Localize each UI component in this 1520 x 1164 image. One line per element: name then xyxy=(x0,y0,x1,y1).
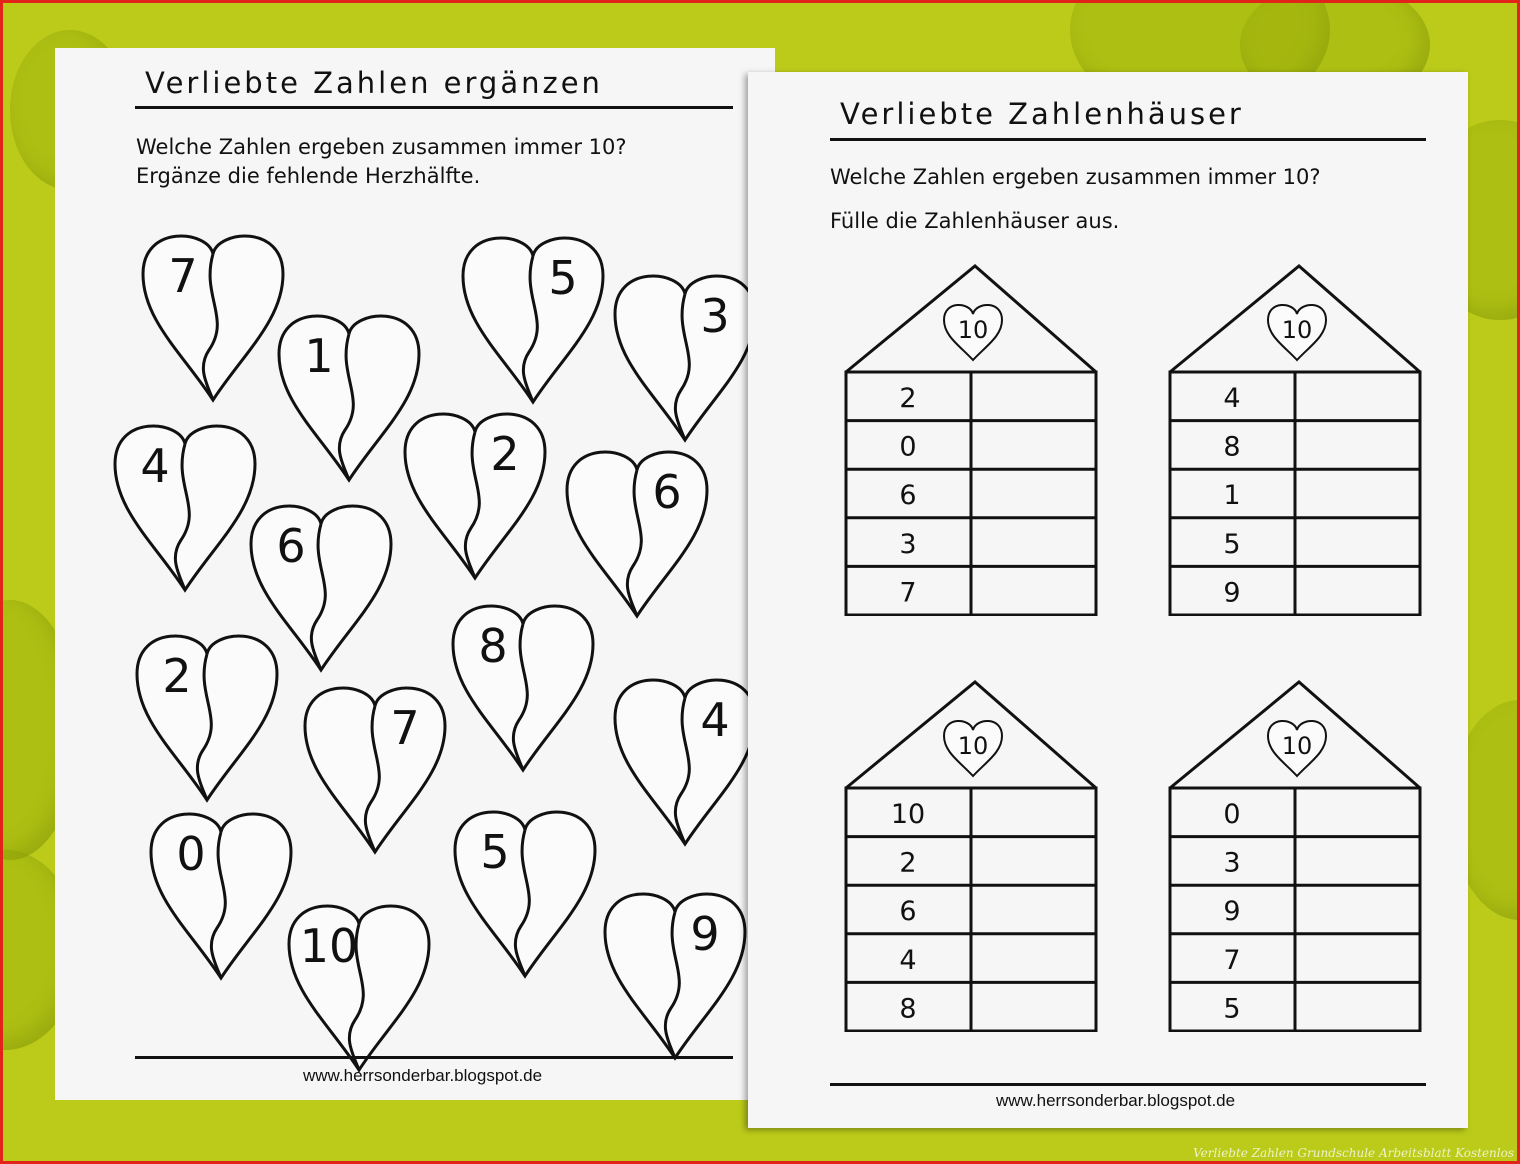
heart-outline xyxy=(463,238,603,402)
half-heart xyxy=(567,452,707,616)
half-heart xyxy=(463,238,603,402)
heart-number: 3 xyxy=(700,289,730,343)
half-heart xyxy=(615,680,755,844)
heart-number: 4 xyxy=(700,693,730,747)
half-heart xyxy=(615,276,755,440)
heart-number: 10 xyxy=(299,919,359,973)
footer-divider xyxy=(830,1083,1426,1086)
title-divider xyxy=(830,138,1426,141)
answer-cell-empty xyxy=(1297,936,1418,981)
answer-cell-empty xyxy=(973,423,1094,468)
house-cell-number: 8 xyxy=(1223,431,1241,463)
instruction-line-2: Ergänze die fehlende Herzhälfte. xyxy=(136,164,481,188)
half-heart xyxy=(151,814,291,978)
heart-outline xyxy=(615,276,755,440)
house-cell-number: 5 xyxy=(1223,528,1241,560)
half-heart xyxy=(305,688,445,852)
heart-outline xyxy=(279,316,419,480)
heart-number: 2 xyxy=(162,649,192,703)
house-cell-number: 7 xyxy=(1223,944,1241,976)
heart-outline xyxy=(615,680,755,844)
heart-number: 5 xyxy=(548,251,578,305)
heart-outline xyxy=(151,814,291,978)
answer-cell-empty xyxy=(1297,984,1418,1029)
half-heart xyxy=(143,236,283,400)
house-cell-number: 9 xyxy=(1223,577,1241,609)
heart-number: 0 xyxy=(176,827,206,881)
answer-cell-empty xyxy=(1297,374,1418,419)
roof-number: 10 xyxy=(957,316,989,344)
worksheet-hearts xyxy=(55,48,775,1100)
roof-number: 10 xyxy=(957,732,989,760)
answer-cell-empty xyxy=(973,936,1094,981)
instruction-line-1: Welche Zahlen ergeben zusammen immer 10? xyxy=(136,135,627,159)
footer-divider xyxy=(135,1056,733,1059)
heart-number: 9 xyxy=(690,907,720,961)
house-cell-number: 4 xyxy=(1223,383,1241,414)
half-heart xyxy=(605,894,745,1058)
half-heart xyxy=(251,506,391,670)
number-house xyxy=(1168,264,1422,616)
house-cell-number: 1 xyxy=(1223,480,1241,512)
house-cell-number: 0 xyxy=(899,431,917,463)
house-cell-number: 6 xyxy=(899,896,917,928)
heart-number: 4 xyxy=(140,439,170,493)
house-cell-number: 4 xyxy=(899,944,917,976)
worksheet-number-houses xyxy=(748,72,1468,1128)
house-cell-number: 2 xyxy=(899,383,917,414)
answer-cell-empty xyxy=(1297,520,1418,565)
house-cell-number: 5 xyxy=(1223,993,1241,1025)
half-heart xyxy=(137,636,277,800)
heart-number: 6 xyxy=(276,519,306,573)
heart-outline xyxy=(567,452,707,616)
instruction-line-1: Welche Zahlen ergeben zusammen immer 10? xyxy=(830,165,1321,189)
number-house xyxy=(844,264,1098,616)
answer-cell-empty xyxy=(1297,568,1418,613)
heart-number: 8 xyxy=(478,619,508,673)
roof-number: 10 xyxy=(1281,316,1313,344)
answer-cell-empty xyxy=(973,984,1094,1029)
number-house xyxy=(1168,680,1422,1032)
house-cell-number: 10 xyxy=(890,799,926,830)
house-cell-number: 8 xyxy=(899,993,917,1025)
answer-cell-empty xyxy=(973,887,1094,932)
answer-cell-empty xyxy=(973,374,1094,419)
sheet-title: Verliebte Zahlenhäuser xyxy=(840,97,1244,131)
image-caption: Verliebte Zahlen Grundschule Arbeitsblatt Kostenlos xyxy=(1193,1146,1514,1160)
heart-outline xyxy=(137,636,277,800)
hearts-area xyxy=(55,48,775,1100)
instruction-line-2: Fülle die Zahlenhäuser aus. xyxy=(830,209,1120,233)
half-heart xyxy=(405,414,545,578)
answer-cell-empty xyxy=(973,839,1094,884)
answer-cell-empty xyxy=(973,471,1094,516)
half-heart xyxy=(279,316,419,480)
house-cell-number: 2 xyxy=(899,847,917,879)
house-cell-number: 3 xyxy=(1223,847,1241,879)
answer-cell-empty xyxy=(973,568,1094,613)
house-cell-number: 7 xyxy=(899,577,917,609)
heart-outline xyxy=(251,506,391,670)
heart-outline xyxy=(455,812,595,976)
answer-cell-empty xyxy=(973,790,1094,835)
house-cell-number: 3 xyxy=(899,528,917,560)
answer-cell-empty xyxy=(1297,423,1418,468)
answer-cell-empty xyxy=(1297,471,1418,516)
half-heart xyxy=(455,812,595,976)
number-house xyxy=(844,680,1098,1032)
heart-number: 5 xyxy=(480,825,510,879)
house-cell-number: 6 xyxy=(899,480,917,512)
house-cell-number: 0 xyxy=(1223,799,1241,830)
answer-cell-empty xyxy=(1297,790,1418,835)
heart-outline xyxy=(605,894,745,1058)
heart-number: 2 xyxy=(490,427,520,481)
footer-url: www.herrsonderbar.blogspot.de xyxy=(996,1091,1236,1110)
heart-outline xyxy=(115,426,255,590)
sheet-title: Verliebte Zahlen ergänzen xyxy=(145,66,603,100)
half-heart xyxy=(115,426,255,590)
answer-cell-empty xyxy=(1297,887,1418,932)
answer-cell-empty xyxy=(1297,839,1418,884)
roof-number: 10 xyxy=(1281,732,1313,760)
heart-outline xyxy=(305,688,445,852)
half-heart xyxy=(289,906,429,1070)
heart-number: 7 xyxy=(390,701,420,755)
heart-outline xyxy=(143,236,283,400)
half-heart xyxy=(453,606,593,770)
heart-outline xyxy=(453,606,593,770)
house-cell-number: 9 xyxy=(1223,896,1241,928)
heart-number: 1 xyxy=(304,329,334,383)
heart-number: 7 xyxy=(168,249,198,303)
answer-cell-empty xyxy=(973,520,1094,565)
heart-outline xyxy=(405,414,545,578)
footer-url: www.herrsonderbar.blogspot.de xyxy=(303,1066,543,1085)
heart-number: 6 xyxy=(652,465,682,519)
